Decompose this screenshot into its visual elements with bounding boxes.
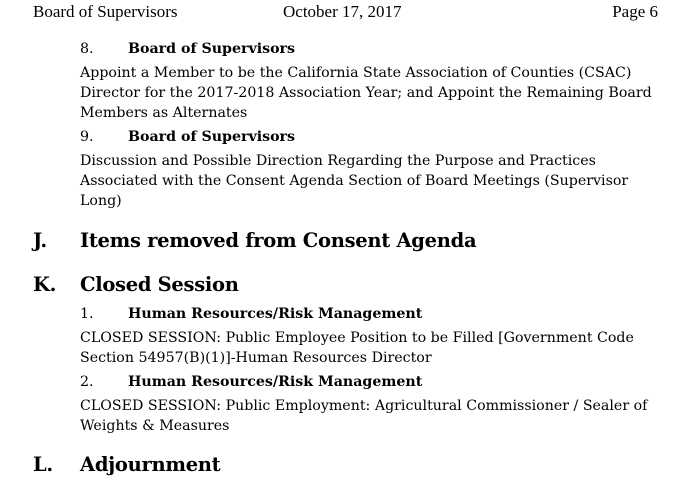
section-letter: J.: [33, 229, 47, 252]
agenda-item-9-description: [80, 151, 670, 211]
agenda-item-9-heading: [80, 128, 295, 146]
agenda-item-title: Human Resources/Risk Management: [128, 306, 423, 322]
agenda-item-8-description: [80, 63, 670, 123]
closed-session-item-1-heading: [80, 305, 422, 323]
section-letter: K.: [33, 273, 57, 296]
description-line: CLOSED SESSION: Public Employee Position to be Filled [Government Code: [80, 330, 634, 346]
section-title: Adjournment: [80, 453, 221, 476]
description-line: Section 54957(B)(1)]-Human Resources Director: [80, 350, 432, 366]
closed-session-item-2-description: [80, 396, 670, 436]
description-line: CLOSED SESSION: Public Employment: Agricultural Commissioner / Sealer of: [80, 398, 648, 414]
closed-session-item-2-heading: [80, 373, 422, 391]
page-header: [0, 2, 680, 24]
agenda-item-title: Human Resources/Risk Management: [128, 374, 423, 390]
section-title: Items removed from Consent Agenda: [80, 229, 477, 252]
header-board-name: Board of Supervisors: [33, 2, 178, 21]
agenda-item-title: Board of Supervisors: [128, 41, 296, 57]
agenda-item-number: 1.: [80, 306, 94, 322]
description-line: Long): [80, 193, 122, 209]
agenda-item-number: 8.: [80, 41, 94, 57]
description-line: Weights & Measures: [80, 418, 230, 434]
section-l-heading: [33, 453, 220, 477]
closed-session-item-1-description: [80, 328, 670, 368]
section-title: Closed Session: [80, 273, 239, 296]
section-letter: L.: [33, 453, 53, 476]
agenda-item-number: 2.: [80, 374, 94, 390]
description-line: Associated with the Consent Agenda Section of Board Meetings (Supervisor: [80, 173, 629, 189]
section-j-heading: [33, 229, 476, 253]
header-page-number: Page 6: [612, 2, 658, 21]
agenda-item-8-heading: [80, 40, 295, 58]
description-line: Discussion and Possible Direction Regarding the Purpose and Practices: [80, 153, 596, 169]
description-line: Appoint a Member to be the California State Association of Counties (CSAC): [80, 65, 632, 81]
section-k-heading: [33, 273, 239, 297]
description-line: Director for the 2017-2018 Association Year; and Appoint the Remaining Board: [80, 85, 652, 101]
agenda-item-number: 9.: [80, 129, 94, 145]
agenda-item-title: Board of Supervisors: [128, 129, 296, 145]
description-line: Members as Alternates: [80, 105, 248, 121]
header-date: October 17, 2017: [283, 2, 402, 21]
